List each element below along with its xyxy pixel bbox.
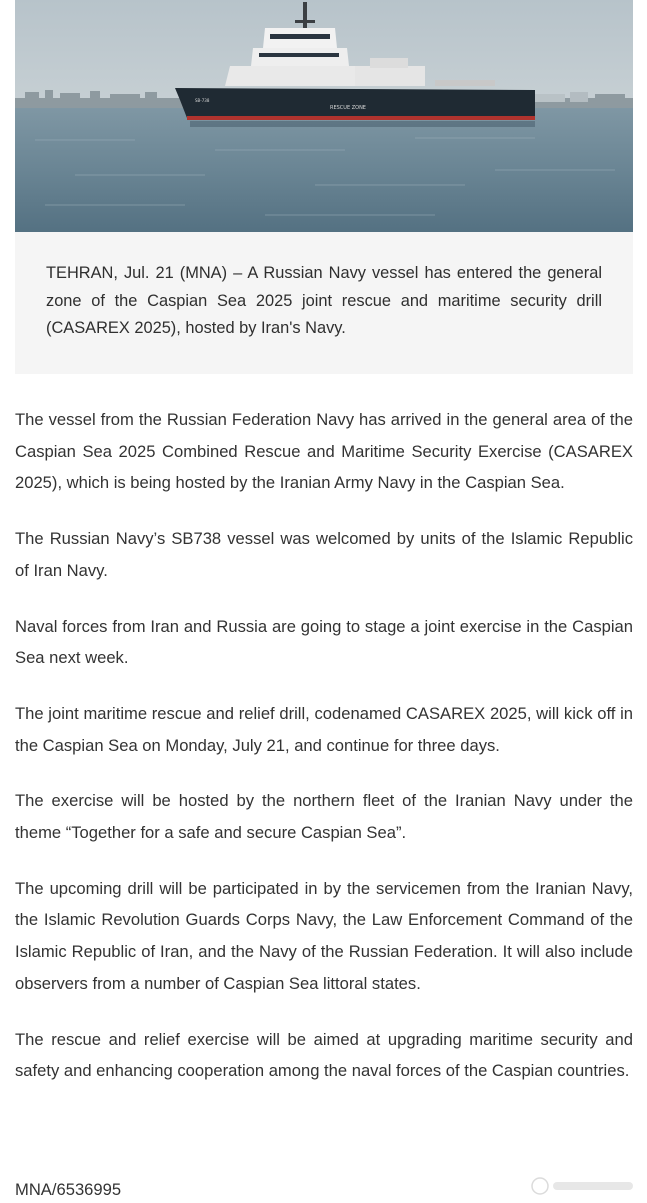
paragraph-1: The vessel from the Russian Federation Navy has arrived in the general area of the Caspian Sea 2025 Combined Rescue and Maritime Security Exercise (CASAREX 2025), which is being hosted by the Iranian Army Navy in the Caspian Sea. [15,410,633,493]
paragraph-6: The upcoming drill will be participated in by the servicemen from the Iranian Navy, the Islamic Revolution Guards Corps Navy, the Law Enforcement Command of the Islamic Republic of Iran, and the Navy of the Russian Federation. It will also include observers from a number of Caspian Sea littoral states. [15,878,633,993]
paragraph-7: The rescue and relief exercise will be aimed at upgrading maritime security and safety and enhancing cooperation among the naval forces of the Caspian countries. [15,1029,633,1081]
article-body [15,404,633,1111]
source-line: MNA/6536995 [15,1180,122,1199]
paragraph-4: The joint maritime rescue and relief drill, codenamed CASAREX 2025, will kick off in the Caspian Sea on Monday, July 21, and continue for three days. [15,703,633,755]
hull-text: RESCUE ZONE [330,105,366,111]
paragraph-5: The exercise will be hosted by the northern fleet of the Iranian Navy under the theme “Together for a safe and secure Caspian Sea”. [15,791,633,843]
article-photo [15,0,633,232]
bow-number: SB-738 [195,98,210,103]
photo-caption: TEHRAN, Jul. 21 (MNA) – A Russian Navy vessel has entered the general zone of the Caspian Sea 2025 joint rescue and maritime security drill (CASAREX 2025), hosted by Iran's Navy. [46,264,602,337]
watermark-logo [529,1175,639,1197]
paragraph-3: Naval forces from Iran and Russia are going to stage a joint exercise in the Caspian Sea next week. [15,616,633,668]
ship-illustration [15,0,633,232]
paragraph-2: The Russian Navy’s SB738 vessel was welcomed by units of the Islamic Republic of Iran Navy. [15,529,633,580]
photo-caption-box [15,232,633,374]
